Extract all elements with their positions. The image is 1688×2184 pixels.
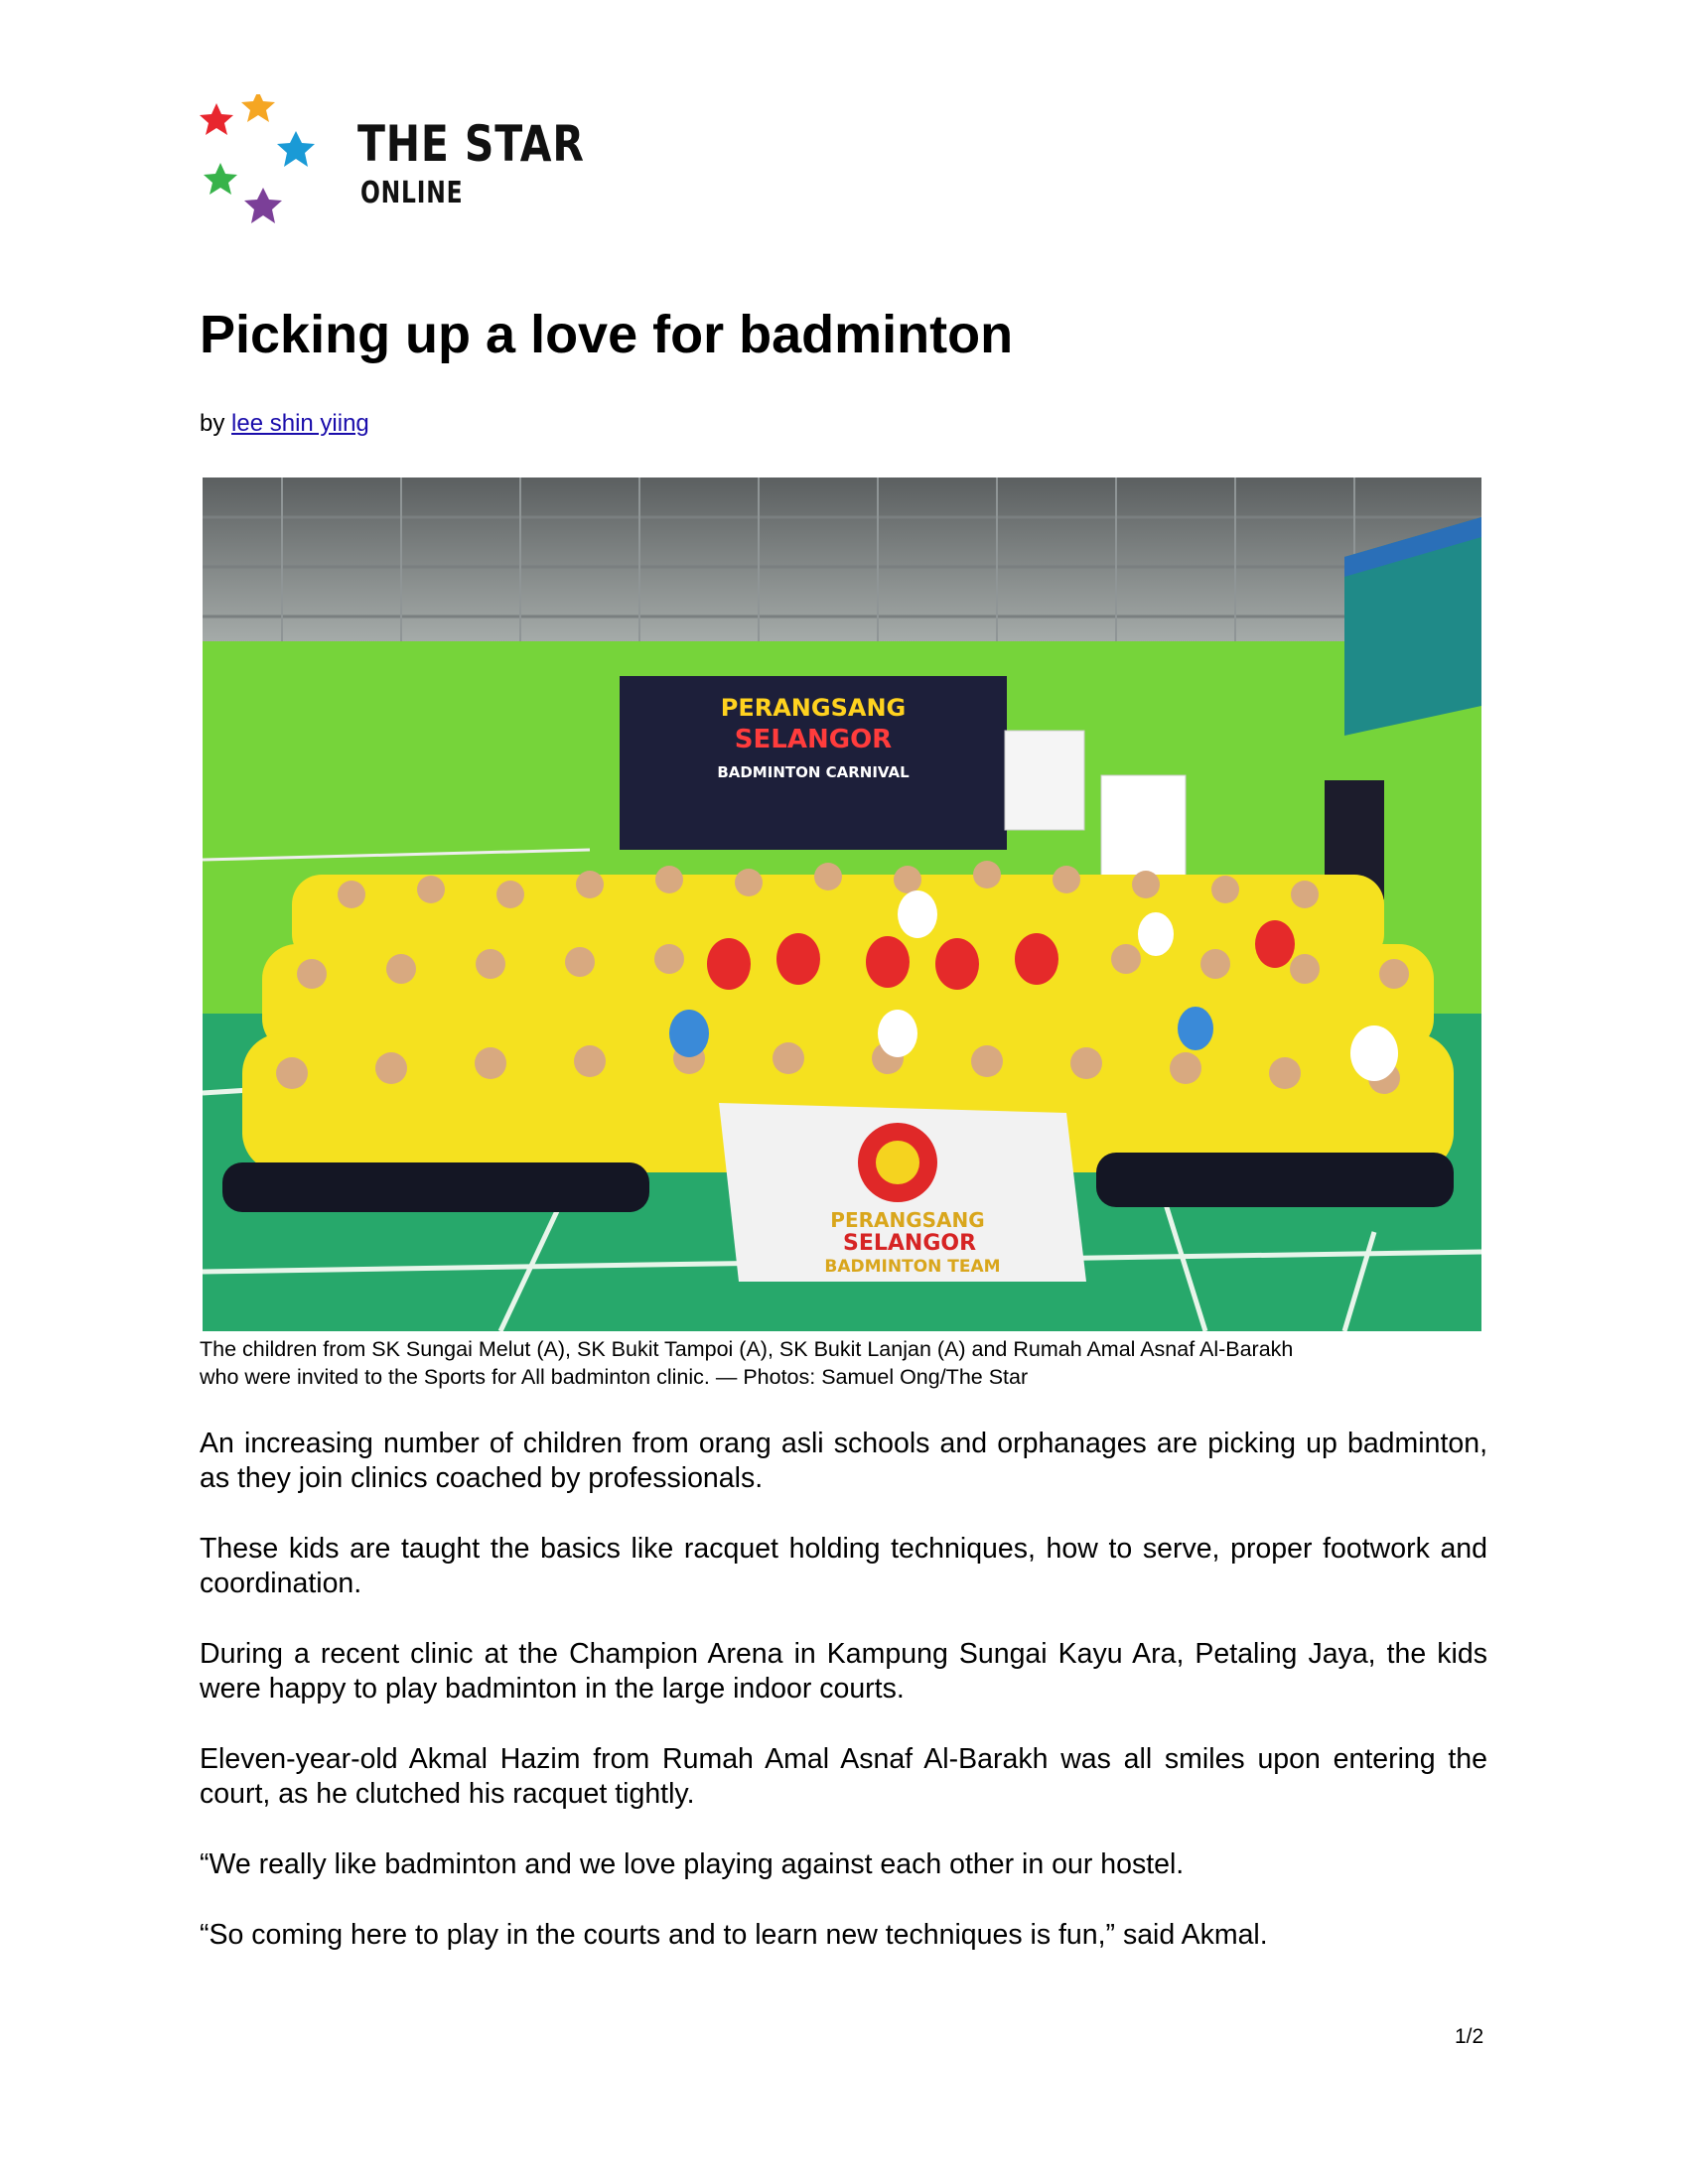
paragraph: An increasing number of children from orang asli schools and orphanages are picking up badminton, as they join clinics coached by professionals. (200, 1428, 1487, 1494)
held-banner-line3: BADMINTON TEAM (824, 1257, 1001, 1277)
group-photo (203, 478, 1481, 1331)
wall-banner-line1: PERANGSANG (720, 694, 907, 722)
author-link[interactable]: lee shin yiing (231, 410, 369, 437)
paragraph: “So coming here to play in the courts and to learn new techniques is fun,” said Akmal. (200, 1919, 1268, 1951)
held-banner-line2: SELANGOR (842, 1231, 977, 1256)
the-star-online-logo[interactable] (199, 94, 585, 233)
photo-caption (200, 1335, 1490, 1391)
byline (200, 410, 369, 439)
paragraph: Eleven-year-old Akmal Hazim from Rumah Amal Asnaf Al-Barakh was all smiles upon entering the court, as he clutched his racquet tightly. (200, 1743, 1487, 1810)
article-photo (203, 478, 1481, 1331)
article-title: Picking up a love for badminton (200, 305, 1014, 364)
pinwheel-stars-icon (199, 94, 348, 233)
byline-prefix: by (200, 410, 225, 437)
held-banner-line1: PERANGSANG (830, 1208, 985, 1232)
paragraph: During a recent clinic at the Champion Arena in Kampung Sungai Kayu Ara, Petaling Jaya, the kids were happy to play badminton in the large indoor courts. (200, 1638, 1487, 1705)
paragraph: “We really like badminton and we love playing against each other in our hostel. (200, 1848, 1185, 1880)
wall-banner-line3: BADMINTON CARNIVAL (717, 763, 910, 781)
article-body (200, 1427, 1487, 1988)
paragraph: These kids are taught the basics like racquet holding techniques, how to serve, proper footwork and coordination. (200, 1533, 1487, 1599)
page-number: 1/2 (1455, 2025, 1484, 2048)
wall-banner-line2: SELANGOR (734, 725, 893, 754)
caption-line-2: who were invited to the Sports for All badminton clinic. — Photos: Samuel Ong/The Star (200, 1365, 1029, 1389)
logo-subtitle: ONLINE (360, 176, 464, 210)
logo-wordmark: THE STAR (357, 115, 585, 173)
caption-line-1: The children from SK Sungai Melut (A), SK Bukit Tampoi (A), SK Bukit Lanjan (A) and Rumah Amal Asnaf Al-Barakh (200, 1337, 1294, 1361)
